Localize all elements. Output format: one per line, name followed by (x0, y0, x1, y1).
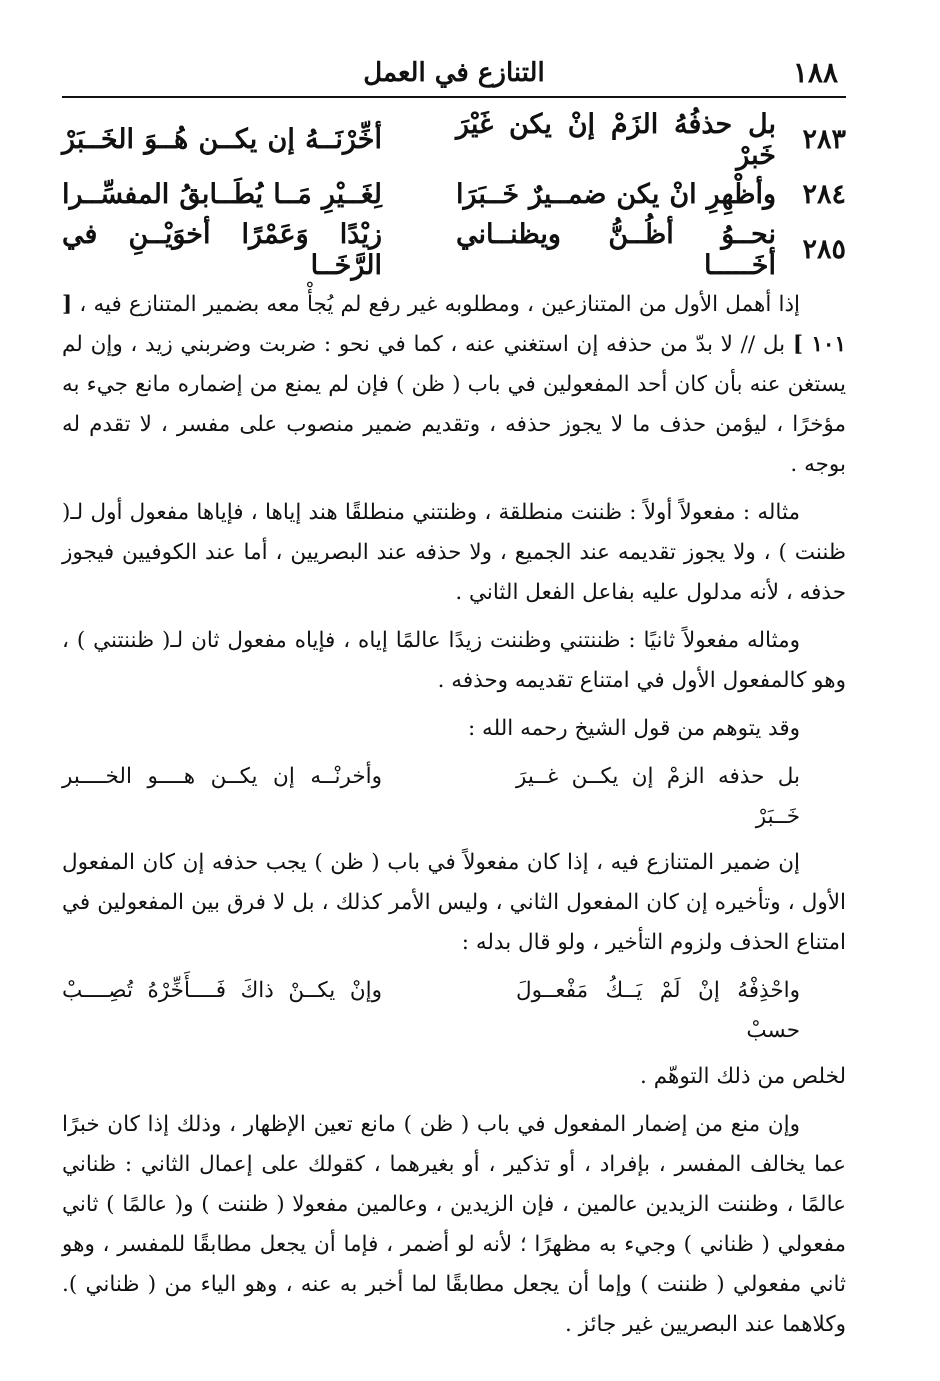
paragraph: إذا أهمل الأول من المتنازعين ، ومطلوبه غير رفع لم يُجأْ معه بضمير المتنازع فيه ، [ ١٠١ ] بل // لا بدّ من حذفه إن استغني عنه ، كما في نحو : ضربت وضربني زيد ، وإن لم يستغن عنه بأن كان أحد المفعولين في باب ( ظن ) فإن لم يمنع من إضماره مانع جيء به مؤخرًا ، ليؤمن حذف ما لا يجوز حذفه ، وتقديم ضمير منصوب على مفسر ، لا تقدم له بوجه . (62, 292, 846, 477)
paragraph: وإن منع من إضمار المفعول في باب ( ظن ) مانع تعين الإظهار ، وذلك إذا كان خبرًا عما يخالف المفسر ، بإفراد ، أو تذكير ، أو بغيرهما ، كقولك على إعمال الثاني : ظناني عالمًا ، وظننت الزيدين عالمين ، فإن الزيدين ، وعالمين مفعولا ( ظننت ) و( عالمًا ) ثاني مفعولي ( ظناني ) وجيء به مظهرًا ؛ لأنه لو أضمر ، فإما أن يجعل مطابقًا للمفسر ، وهو ثاني مفعولي ( ظننت ) وإما أن يجعل مطابقًا لما أخبر به عنه ، وهو الياء من ( ظناني ). وكلاهما عند البصريين غير جائز . (62, 1112, 846, 1337)
paragraph: مثاله : مفعولاً أولاً : ظننت منطلقة ، وظنتني منطلقًا هند إياها ، فإياها مفعول أول لـ( ظننت ) ، ولا يجوز تقديمه عند الجميع ، ولا حذفه عند البصريين ، أما عند الكوفيين فيجوز حذفه ، لأنه مدلول عليه بفاعل الفعل الثاني . (62, 500, 846, 605)
verse-line (62, 218, 846, 281)
quoted-verse (62, 757, 846, 837)
running-title: التنازع في العمل (363, 58, 545, 88)
verse-number: ٢٨٥ (802, 234, 846, 265)
page-header (62, 50, 846, 98)
paragraph: إن ضمير المتنازع فيه ، إذا كان مفعولاً في باب ( ظن ) يجب حذفه إن كان المفعول الأول ، وتأخيره إن كان المفعول الثاني ، وليس الأمر كذلك ، بل لا فرق بين المفعولين في امتناع الحذف ولزوم التأخير ، ولو قال بدله : (62, 850, 846, 955)
verse-block (62, 108, 846, 281)
quoted-hemistich-first: واحْذِفْهُ إنْ لَمْ يَــكُ مَفْعــولَ حسبْ (516, 978, 800, 1043)
verse-hemistich-second: لِغَــيْرِ مَــا يُطَــابقُ المفسِّــرا (62, 179, 382, 210)
commentary-text (62, 285, 846, 1345)
verse-hemistich-second: أخِّرْنَــهُ إن يكــن هُــوَ الخَــبَرْ (62, 124, 382, 155)
quoted-hemistich-second: وإنْ يكــنْ ذاكَ فَــــأَخِّرْهُ تُصِــــبْ (62, 978, 382, 1003)
verse-line (62, 167, 846, 222)
verse-number: ٢٨٤ (802, 179, 846, 210)
verse-number: ٢٨٣ (802, 124, 846, 155)
verse-hemistich-second: زيْدًا وَعَمْرًا أخوَيْــنِ في الرَّخَــا (62, 218, 382, 281)
page-number: ١٨٨ (792, 56, 838, 89)
verse-hemistich-first: نحــوُ أظُــنُّ ويظنــاني أخَـــــا (456, 218, 776, 281)
quoted-hemistich-second: وأخرنْــه إن يكــن هــــو الخــــبر (62, 764, 382, 789)
verse-line (62, 108, 846, 171)
paragraph: لخلص من ذلك التوهّم . (640, 1064, 846, 1089)
quoted-verse (62, 971, 846, 1051)
verse-hemistich-first: وأظْهِرِ انْ يكن ضمــيرٌ خَــبَرَا (456, 179, 776, 210)
manuscript-page-marker: [ ١٠١ ] (62, 292, 846, 357)
paragraph: وقد يتوهم من قول الشيخ رحمه الله : (467, 716, 800, 741)
verse-hemistich-first: بل حذفُهُ الزَمْ إنْ يكن غَيْرَ خَبرْ (456, 108, 776, 171)
paragraph: ومثاله مفعولاً ثانيًا : ظننتني وظننت زيدًا عالمًا إياه ، فإياه مفعول ثان لـ( ظننتني ) ، وهو كالمفعول الأول في امتناع تقديمه وحذفه . (62, 628, 846, 693)
quoted-hemistich-first: بل حذفه الزمْ إن يكــن غــيرَ خَــبَرْ (516, 764, 800, 829)
book-page (62, 50, 846, 1350)
